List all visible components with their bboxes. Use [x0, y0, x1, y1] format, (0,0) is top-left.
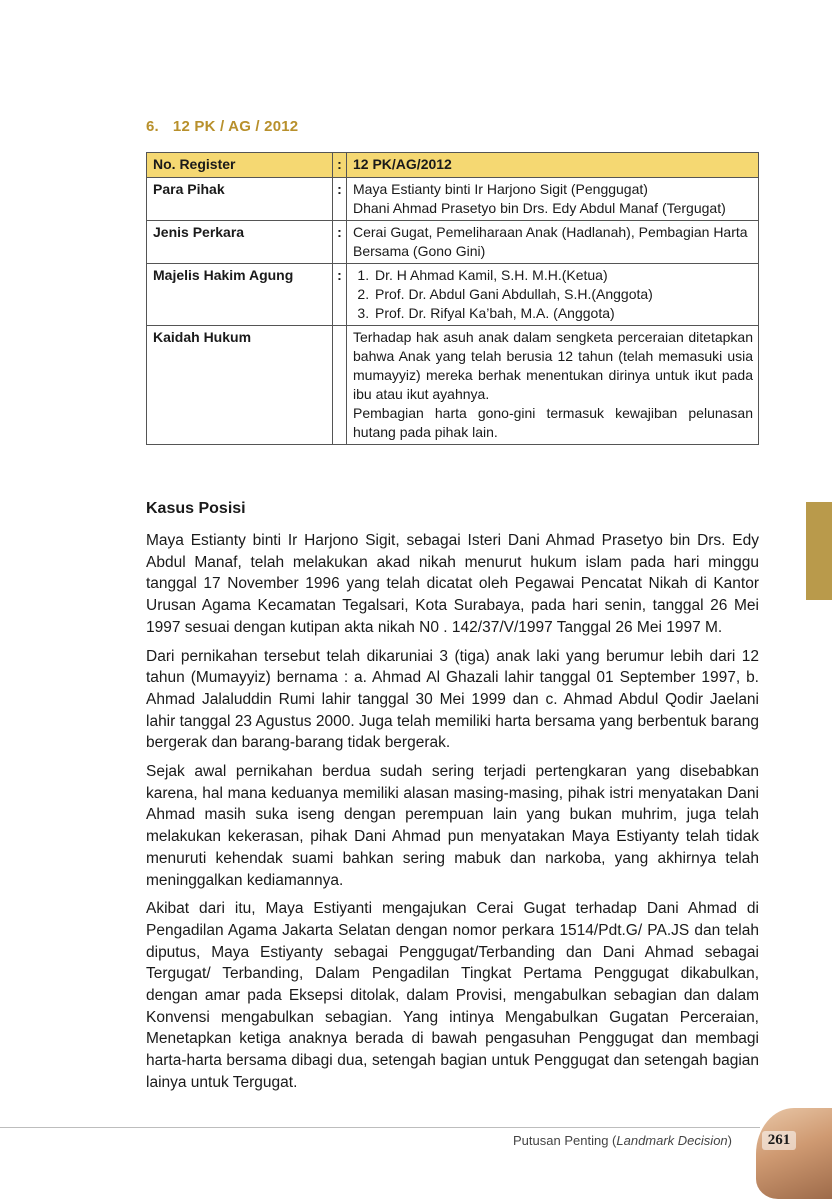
- table-row-kaidah: [147, 326, 759, 445]
- jenis-perkara-value: Cerai Gugat, Pemeliharaan Anak (Hadlanah), Pembagian Harta Bersama (Gono Gini): [347, 221, 759, 264]
- para-pihak-value: [347, 178, 759, 221]
- kaidah-paragraph: Pembagian harta gono-gini termasuk kewajiban pelunasan hutang pada pihak lain.: [353, 405, 753, 440]
- register-table: [146, 152, 759, 445]
- register-value: 12 PK/AG/2012: [347, 153, 759, 178]
- table-row-jenis-perkara: [147, 221, 759, 264]
- kaidah-separator: [333, 326, 347, 445]
- body-paragraph: Sejak awal pernikahan berdua sudah sering terjadi pertengkaran yang disebabkan karena, hal mana keduanya memiliki alasan masing-masing, pihak istri menyatakan Dani Ahmad masih suka iseng dengan perempuan lain yang bukan muhrim, juga telah melakukan kekerasan, pihak Dani Ahmad pun menyatakan Maya Estiyanty telah tidak menuruti kehendak suami bahkan sering mabuk dan narkoba, yang akhirnya telah meninggalkan kediamannya.: [146, 763, 759, 889]
- section-title-text: 12 PK / AG / 2012: [172, 118, 299, 135]
- table-row-majelis: [147, 264, 759, 326]
- kaidah-paragraph: Terhadap hak asuh anak dalam sengketa perceraian ditetapkan bahwa Anak yang telah berusia 12 tahun (telah memasuki usia mumayyiz) mereka berhak menentukan dirinya untuk ikut pada ibu atau ikut ayahnya.: [353, 329, 753, 402]
- para-pihak-separator: :: [333, 178, 347, 221]
- para-pihak-penggugat: Maya Estianty binti Ir Harjono Sigit (Penggugat): [353, 181, 648, 197]
- footer-prefix: Putusan Penting (: [513, 1133, 617, 1148]
- footer-italic: Landmark Decision: [616, 1133, 728, 1148]
- kaidah-value: [347, 326, 759, 445]
- kasus-posisi-body: [146, 530, 759, 1101]
- table-row-para-pihak: [147, 178, 759, 221]
- kaidah-label: Kaidah Hukum: [147, 326, 333, 445]
- para-pihak-label: Para Pihak: [147, 178, 333, 221]
- register-separator: :: [333, 153, 347, 178]
- majelis-value: [347, 264, 759, 326]
- body-paragraph: Maya Estianty binti Ir Harjono Sigit, sebagai Isteri Dani Ahmad Prasetyo bin Drs. Edy Abdul Manaf, telah melakukan akad nikah menurut hukum islam pada hari minggu tanggal 17 November 1996 yang telah dicatat oleh Pegawai Pencatat Nikah di Kantor Urusan Agama Kecamatan Tegalsari, Kota Surabaya, pada hari senin, tanggal 26 Mei 1997 sesuai dengan kutipan akta nikah N0 . 142/37/V/1997 Tanggal 26 Mei 1997 M.: [146, 532, 759, 636]
- footer-divider: [0, 1127, 760, 1128]
- footer-running-title: [513, 1133, 732, 1148]
- footer-suffix: ): [727, 1133, 732, 1148]
- para-pihak-tergugat: Dhani Ahmad Prasetyo bin Drs. Edy Abdul Manaf (Tergugat): [353, 200, 726, 216]
- jenis-perkara-separator: :: [333, 221, 347, 264]
- judge-item: 1. Dr. H Ahmad Kamil, S.H. M.H.(Ketua): [373, 266, 753, 285]
- section-number: 6.: [146, 118, 159, 135]
- body-paragraph: Akibat dari itu, Maya Estiyanti mengajukan Cerai Gugat terhadap Dani Ahmad di Pengadilan Agama Jakarta Selatan dengan nomor perkara 1514/Pdt.G/ PA.JS dan telah diputus, Maya Estiyanty sebagai Penggugat/Terbanding dan Dani Ahmad sebagai Tergugat/ Terbanding, Dalam Pengadilan Tingkat Pertama Penggugat dikabulkan, dengan amar pada Eksepsi ditolak, dalam Provisi, mengabulkan sebagian dan dalam Konvensi mengabulkan sebagian. Yang intinya Mengabulkan Gugatan Perceraian, Menetapkan ketiga anaknya berada di bawah pengasuhan Penggugat dan membagi harta-harta bersama dibagi dua, setengah bagian untuk Penggugat dan setengah bagian lainya untuk Tergugat.: [146, 900, 759, 1091]
- page-number: 261: [762, 1131, 796, 1150]
- jenis-perkara-label: Jenis Perkara: [147, 221, 333, 264]
- table-row-register: [147, 153, 759, 178]
- majelis-separator: :: [333, 264, 347, 326]
- judge-item: 3. Prof. Dr. Rifyal Ka’bah, M.A. (Anggota): [373, 304, 753, 323]
- judge-item: 2. Prof. Dr. Abdul Gani Abdullah, S.H.(Anggota): [373, 285, 753, 304]
- thumb-graphic: [756, 1108, 832, 1199]
- section-title: [146, 118, 298, 135]
- majelis-label: Majelis Hakim Agung: [147, 264, 333, 326]
- body-paragraph: Dari pernikahan tersebut telah dikaruniai 3 (tiga) anak laki yang berumur lebih dari 12 tahun (Mumayyiz) bernama : a. Ahmad Al Ghazali lahir tanggal 01 September 1997, b. Ahmad Jalaluddin Rumi lahir tanggal 30 Mei 1999 dan c. Ahmad Abdul Qodir Jaelani lahir tanggal 23 Agustus 2000. Juga telah memiliki harta bersama yang berbentuk barang bergerak dan barang-barang tidak bergerak.: [146, 647, 759, 752]
- judges-list: [353, 266, 753, 323]
- register-label: No. Register: [147, 153, 333, 178]
- chapter-side-tab: [806, 502, 832, 600]
- kasus-posisi-heading: Kasus Posisi: [146, 500, 246, 517]
